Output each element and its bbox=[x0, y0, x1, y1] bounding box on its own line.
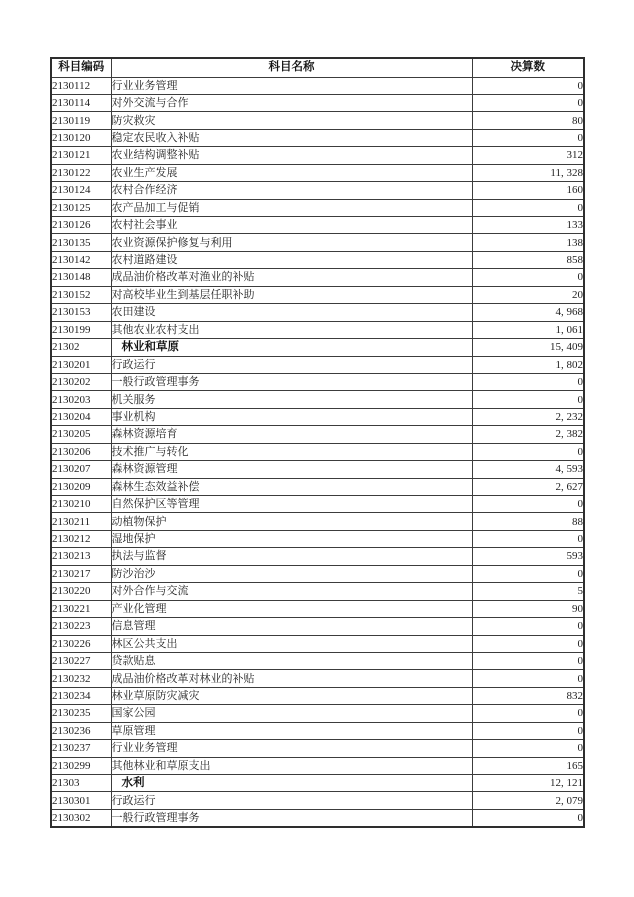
final-amount-cell: 4, 593 bbox=[472, 461, 584, 478]
table-header bbox=[51, 58, 584, 77]
table-row bbox=[51, 269, 584, 286]
final-amount-cell: 832 bbox=[472, 687, 584, 704]
subject-name-cell: 自然保护区等管理 bbox=[111, 496, 472, 513]
table-row bbox=[51, 757, 584, 774]
subject-code-cell: 2130152 bbox=[51, 286, 111, 303]
subject-name-cell: 稳定农民收入补贴 bbox=[111, 129, 472, 146]
subject-name-cell: 农村合作经济 bbox=[111, 182, 472, 199]
subject-code-cell: 2130205 bbox=[51, 426, 111, 443]
subject-code-cell: 2130221 bbox=[51, 600, 111, 617]
table-row bbox=[51, 182, 584, 199]
final-amount-cell: 0 bbox=[472, 652, 584, 669]
subject-code-cell: 2130209 bbox=[51, 478, 111, 495]
final-amount-cell: 0 bbox=[472, 618, 584, 635]
final-amount-cell: 0 bbox=[472, 129, 584, 146]
subject-name-cell: 国家公园 bbox=[111, 705, 472, 722]
final-amount-cell: 0 bbox=[472, 496, 584, 513]
table-row bbox=[51, 496, 584, 513]
table-row bbox=[51, 443, 584, 460]
subject-name-cell: 对外交流与合作 bbox=[111, 94, 472, 111]
table-row bbox=[51, 722, 584, 739]
subject-code-cell: 2130135 bbox=[51, 234, 111, 251]
table-row bbox=[51, 129, 584, 146]
subject-code-cell: 2130207 bbox=[51, 461, 111, 478]
subject-name-cell: 行业业务管理 bbox=[111, 740, 472, 757]
final-amount-cell: 90 bbox=[472, 600, 584, 617]
subject-code-cell: 2130153 bbox=[51, 304, 111, 321]
table-row bbox=[51, 77, 584, 94]
subject-name-cell: 防灾救灾 bbox=[111, 112, 472, 129]
table-row bbox=[51, 373, 584, 390]
table-row bbox=[51, 199, 584, 216]
subject-code-cell: 2130122 bbox=[51, 164, 111, 181]
subject-name-cell: 农村道路建设 bbox=[111, 251, 472, 268]
final-amount-cell: 0 bbox=[472, 670, 584, 687]
subject-code-cell: 2130142 bbox=[51, 251, 111, 268]
subject-code-cell: 2130223 bbox=[51, 618, 111, 635]
subject-name-cell: 行业业务管理 bbox=[111, 77, 472, 94]
subject-code-cell: 2130237 bbox=[51, 740, 111, 757]
subject-code-cell: 2130226 bbox=[51, 635, 111, 652]
subject-name-cell: 农田建设 bbox=[111, 304, 472, 321]
table-row bbox=[51, 530, 584, 547]
subject-name-cell: 对高校毕业生到基层任职补助 bbox=[111, 286, 472, 303]
table-row bbox=[51, 164, 584, 181]
subject-code-cell: 2130203 bbox=[51, 391, 111, 408]
final-amount-cell: 1, 802 bbox=[472, 356, 584, 373]
subject-name-cell: 机关服务 bbox=[111, 391, 472, 408]
subject-name-cell: 森林资源培育 bbox=[111, 426, 472, 443]
table-row bbox=[51, 356, 584, 373]
subject-name-cell: 成品油价格改革对渔业的补贴 bbox=[111, 269, 472, 286]
table-row bbox=[51, 217, 584, 234]
final-amount-cell: 165 bbox=[472, 757, 584, 774]
subject-name-cell: 农业结构调整补贴 bbox=[111, 147, 472, 164]
budget-table bbox=[50, 57, 585, 828]
final-amount-cell: 0 bbox=[472, 809, 584, 826]
table-row bbox=[51, 565, 584, 582]
final-amount-cell: 80 bbox=[472, 112, 584, 129]
header-final-amount: 决算数 bbox=[472, 58, 584, 77]
final-amount-cell: 2, 232 bbox=[472, 408, 584, 425]
table-row bbox=[51, 112, 584, 129]
subject-code-cell: 2130112 bbox=[51, 77, 111, 94]
final-amount-cell: 0 bbox=[472, 740, 584, 757]
header-subject-name: 科目名称 bbox=[111, 58, 472, 77]
subject-name-cell: 技术推广与转化 bbox=[111, 443, 472, 460]
final-amount-cell: 2, 627 bbox=[472, 478, 584, 495]
subject-code-cell: 2130148 bbox=[51, 269, 111, 286]
table-row bbox=[51, 635, 584, 652]
table-row bbox=[51, 740, 584, 757]
table-row bbox=[51, 705, 584, 722]
table-row bbox=[51, 775, 584, 792]
subject-code-cell: 2130202 bbox=[51, 373, 111, 390]
final-amount-cell: 12, 121 bbox=[472, 775, 584, 792]
subject-code-cell: 2130201 bbox=[51, 356, 111, 373]
final-amount-cell: 0 bbox=[472, 94, 584, 111]
subject-name-cell: 执法与监督 bbox=[111, 548, 472, 565]
final-amount-cell: 4, 968 bbox=[472, 304, 584, 321]
subject-code-cell: 2130302 bbox=[51, 809, 111, 826]
subject-code-cell: 2130119 bbox=[51, 112, 111, 129]
subject-code-cell: 2130126 bbox=[51, 217, 111, 234]
subject-code-cell: 2130227 bbox=[51, 652, 111, 669]
header-row bbox=[51, 58, 584, 77]
table-row bbox=[51, 618, 584, 635]
subject-name-cell: 农业生产发展 bbox=[111, 164, 472, 181]
table-row bbox=[51, 513, 584, 530]
subject-name-cell: 动植物保护 bbox=[111, 513, 472, 530]
subject-code-cell: 2130299 bbox=[51, 757, 111, 774]
subject-code-cell: 2130234 bbox=[51, 687, 111, 704]
subject-name-cell: 产业化管理 bbox=[111, 600, 472, 617]
final-amount-cell: 0 bbox=[472, 269, 584, 286]
subject-name-cell: 农产品加工与促销 bbox=[111, 199, 472, 216]
final-amount-cell: 133 bbox=[472, 217, 584, 234]
subject-code-cell: 2130125 bbox=[51, 199, 111, 216]
table-row bbox=[51, 286, 584, 303]
final-amount-cell: 0 bbox=[472, 705, 584, 722]
final-amount-cell: 593 bbox=[472, 548, 584, 565]
subject-code-cell: 2130124 bbox=[51, 182, 111, 199]
subject-name-cell: 草原管理 bbox=[111, 722, 472, 739]
final-amount-cell: 312 bbox=[472, 147, 584, 164]
final-amount-cell: 11, 328 bbox=[472, 164, 584, 181]
subject-code-cell: 2130212 bbox=[51, 530, 111, 547]
table-row bbox=[51, 234, 584, 251]
subject-code-cell: 2130220 bbox=[51, 583, 111, 600]
table-row bbox=[51, 792, 584, 809]
subject-name-cell: 成品油价格改革对林业的补贴 bbox=[111, 670, 472, 687]
subject-code-cell: 2130121 bbox=[51, 147, 111, 164]
table-row bbox=[51, 583, 584, 600]
final-amount-cell: 138 bbox=[472, 234, 584, 251]
table-row bbox=[51, 652, 584, 669]
subject-code-cell: 2130232 bbox=[51, 670, 111, 687]
subject-code-cell: 2130206 bbox=[51, 443, 111, 460]
final-amount-cell: 2, 382 bbox=[472, 426, 584, 443]
subject-name-cell: 一般行政管理事务 bbox=[111, 373, 472, 390]
subject-name-cell: 森林生态效益补偿 bbox=[111, 478, 472, 495]
table-row bbox=[51, 600, 584, 617]
subject-name-cell: 湿地保护 bbox=[111, 530, 472, 547]
table-row bbox=[51, 670, 584, 687]
final-amount-cell: 2, 079 bbox=[472, 792, 584, 809]
final-amount-cell: 0 bbox=[472, 443, 584, 460]
subject-name-cell: 事业机构 bbox=[111, 408, 472, 425]
final-amount-cell: 20 bbox=[472, 286, 584, 303]
subject-name-cell: 林区公共支出 bbox=[111, 635, 472, 652]
final-amount-cell: 0 bbox=[472, 635, 584, 652]
final-amount-cell: 88 bbox=[472, 513, 584, 530]
subject-code-cell: 21303 bbox=[51, 775, 111, 792]
table-row bbox=[51, 391, 584, 408]
final-amount-cell: 15, 409 bbox=[472, 339, 584, 356]
header-subject-code: 科目编码 bbox=[51, 58, 111, 77]
final-amount-cell: 0 bbox=[472, 391, 584, 408]
final-amount-cell: 160 bbox=[472, 182, 584, 199]
table-row bbox=[51, 478, 584, 495]
table-row bbox=[51, 809, 584, 826]
table-row bbox=[51, 304, 584, 321]
subject-name-cell: 水利 bbox=[111, 775, 472, 792]
final-amount-cell: 0 bbox=[472, 722, 584, 739]
subject-name-cell: 行政运行 bbox=[111, 356, 472, 373]
final-amount-cell: 0 bbox=[472, 77, 584, 94]
subject-name-cell: 一般行政管理事务 bbox=[111, 809, 472, 826]
subject-name-cell: 信息管理 bbox=[111, 618, 472, 635]
subject-name-cell: 林业草原防灾减灾 bbox=[111, 687, 472, 704]
subject-name-cell: 对外合作与交流 bbox=[111, 583, 472, 600]
subject-name-cell: 贷款贴息 bbox=[111, 652, 472, 669]
final-amount-cell: 0 bbox=[472, 565, 584, 582]
table-row bbox=[51, 426, 584, 443]
subject-code-cell: 2130217 bbox=[51, 565, 111, 582]
table-row bbox=[51, 339, 584, 356]
table-row bbox=[51, 687, 584, 704]
subject-name-cell: 农业资源保护修复与利用 bbox=[111, 234, 472, 251]
subject-code-cell: 21302 bbox=[51, 339, 111, 356]
table-row bbox=[51, 321, 584, 338]
final-amount-cell: 858 bbox=[472, 251, 584, 268]
final-amount-cell: 1, 061 bbox=[472, 321, 584, 338]
table-row bbox=[51, 548, 584, 565]
final-amount-cell: 5 bbox=[472, 583, 584, 600]
final-amount-cell: 0 bbox=[472, 199, 584, 216]
table-row bbox=[51, 408, 584, 425]
subject-code-cell: 2130120 bbox=[51, 129, 111, 146]
table-row bbox=[51, 94, 584, 111]
subject-code-cell: 2130199 bbox=[51, 321, 111, 338]
subject-code-cell: 2130211 bbox=[51, 513, 111, 530]
subject-code-cell: 2130204 bbox=[51, 408, 111, 425]
subject-code-cell: 2130235 bbox=[51, 705, 111, 722]
table-row bbox=[51, 251, 584, 268]
subject-name-cell: 林业和草原 bbox=[111, 339, 472, 356]
subject-name-cell: 其他农业农村支出 bbox=[111, 321, 472, 338]
subject-name-cell: 行政运行 bbox=[111, 792, 472, 809]
subject-name-cell: 防沙治沙 bbox=[111, 565, 472, 582]
table-row bbox=[51, 147, 584, 164]
final-amount-cell: 0 bbox=[472, 373, 584, 390]
subject-name-cell: 森林资源管理 bbox=[111, 461, 472, 478]
subject-code-cell: 2130114 bbox=[51, 94, 111, 111]
subject-code-cell: 2130301 bbox=[51, 792, 111, 809]
table-body bbox=[51, 77, 584, 827]
final-amount-cell: 0 bbox=[472, 530, 584, 547]
subject-name-cell: 其他林业和草原支出 bbox=[111, 757, 472, 774]
subject-code-cell: 2130236 bbox=[51, 722, 111, 739]
table-row bbox=[51, 461, 584, 478]
subject-code-cell: 2130210 bbox=[51, 496, 111, 513]
subject-code-cell: 2130213 bbox=[51, 548, 111, 565]
subject-name-cell: 农村社会事业 bbox=[111, 217, 472, 234]
